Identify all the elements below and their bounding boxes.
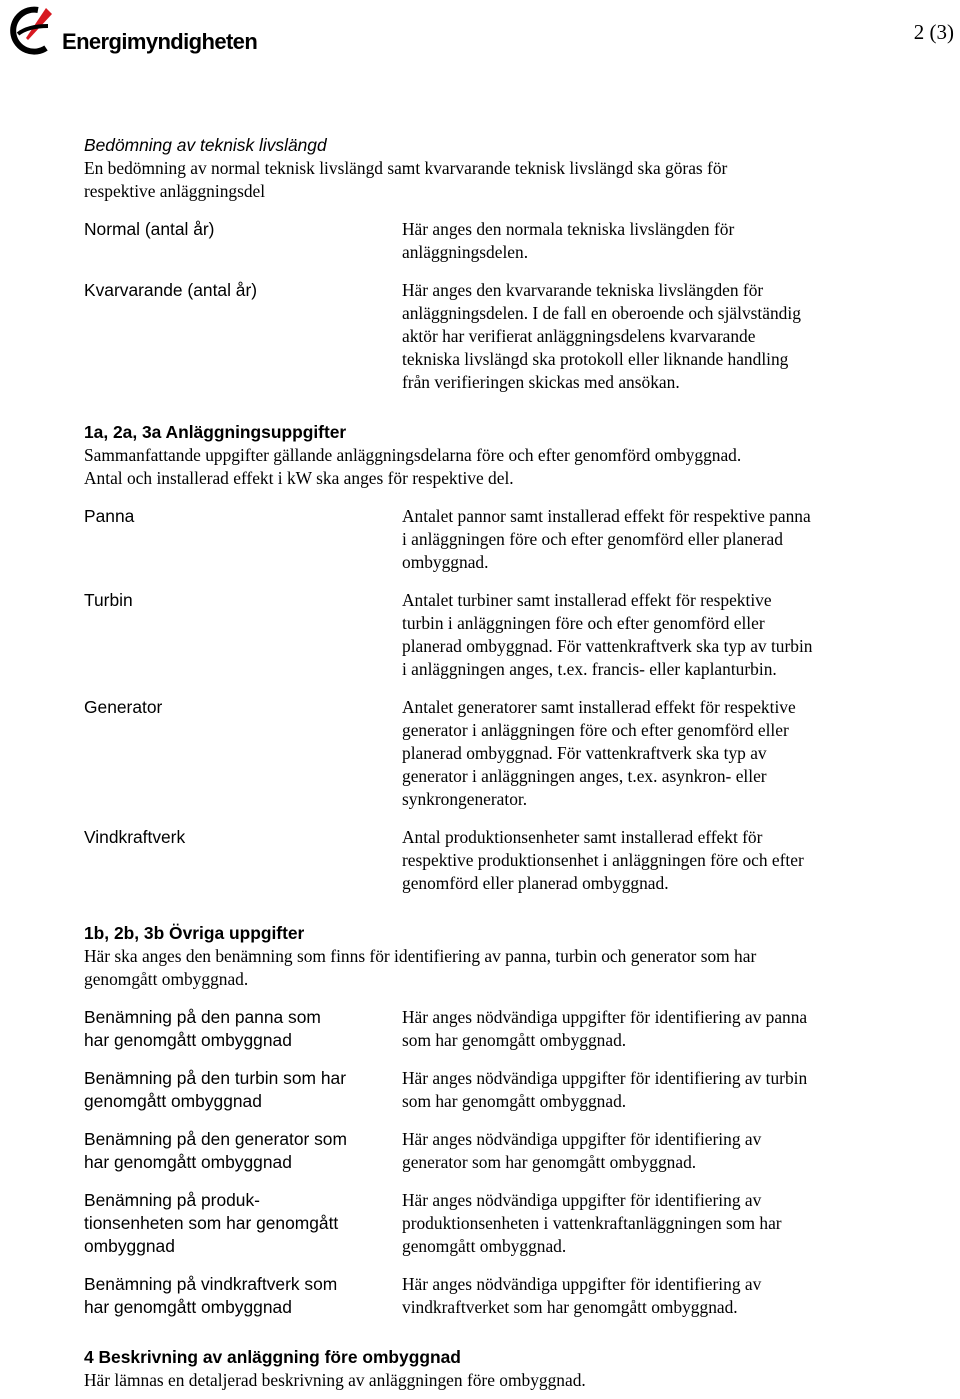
definition-term: Benämning på den panna som har genomgått ombyggnad	[84, 1007, 321, 1050]
definition-term: Benämning på vindkraftverk som har genomgått ombyggnad	[84, 1274, 338, 1317]
section-intro-line: genomgått ombyggnad.	[84, 969, 249, 989]
section-intro-line: Antal och installerad effekt i kW ska anges för respektive del.	[84, 468, 514, 488]
section-intro-line: respektive anläggningsdel	[84, 181, 266, 201]
definition-row	[84, 505, 944, 574]
definition-term: Kvarvarande (antal år)	[84, 280, 258, 300]
energimyndigheten-logo-icon	[6, 4, 62, 58]
definition-row	[84, 1273, 944, 1319]
definition-row	[84, 1128, 944, 1174]
definition-desc: Här anges nödvändiga uppgifter för identifiering av vindkraftverket som har genomgått ombyggnad.	[402, 1274, 762, 1317]
section-intro-line: Här lämnas en detaljerad beskrivning av anläggningen före ombyggnad.	[84, 1370, 586, 1390]
section-heading-4: 4 Beskrivning av anläggning före ombyggnad	[84, 1347, 461, 1367]
definition-row	[84, 218, 944, 264]
definition-row	[84, 1189, 944, 1258]
definition-desc: Här anges nödvändiga uppgifter för identifiering av produktionsenheten i vattenkraftanläggningen som har genomgått ombyggnad.	[402, 1190, 782, 1256]
definition-term: Benämning på den generator som har genomgått ombyggnad	[84, 1129, 347, 1172]
definition-desc: Antalet pannor samt installerad effekt för respektive panna i anläggningen före och efter genomförd eller planerad ombyggnad.	[402, 506, 811, 572]
page-number: 2 (3)	[913, 20, 954, 44]
section-intro-line: Sammanfattande uppgifter gällande anläggningsdelarna före och efter genomförd ombyggnad.	[84, 445, 742, 465]
definition-term: Vindkraftverk	[84, 827, 186, 847]
definition-desc: Här anges nödvändiga uppgifter för identifiering av panna som har genomgått ombyggnad.	[402, 1007, 808, 1050]
definition-row	[84, 1006, 944, 1052]
section-intro-line: Här ska anges den benämning som finns för identifiering av panna, turbin och generator som har	[84, 946, 757, 966]
definition-term: Normal (antal år)	[84, 219, 215, 239]
definition-term: Benämning på produk- tionsenheten som har genomgått ombyggnad	[84, 1190, 339, 1256]
definition-term: Turbin	[84, 590, 133, 610]
definition-desc: Här anges den kvarvarande tekniska livslängden för anläggningsdelen. I de fall en oberoende och självständig aktör har verifierat anläggningsdelens kvarvarande tekniska livslängd ska protokoll eller liknande handling från verifieringen skickas med ansökan.	[402, 280, 801, 392]
definition-desc: Antal produktionsenheter samt installerad effekt för respektive produktionsenhet i anläggningen före och efter genomförd eller planerad ombyggnad.	[402, 827, 804, 893]
section-intro-line: En bedömning av normal teknisk livslängd samt kvarvarande teknisk livslängd ska göras för	[84, 158, 728, 178]
definition-row	[84, 279, 944, 394]
logo-wordmark: Energimyndigheten	[62, 29, 258, 54]
section-heading-1b: 1b, 2b, 3b Övriga uppgifter	[84, 923, 305, 943]
definition-desc: Här anges nödvändiga uppgifter för identifiering av turbin som har genomgått ombyggnad.	[402, 1068, 808, 1111]
definition-desc: Här anges den normala tekniska livslängden för anläggningsdelen.	[402, 219, 735, 262]
section-title-life: Bedömning av teknisk livslängd	[84, 135, 327, 155]
definition-row	[84, 1067, 944, 1113]
definition-desc: Antalet generatorer samt installerad effekt för respektive generator i anläggningen före och efter genomförd eller planerad ombyggnad. För vattenkraftverk ska typ av generator i anläggningen anges, t.ex. asynkron- eller synkrongenerator.	[402, 697, 796, 809]
definition-row	[84, 826, 944, 895]
definition-desc: Här anges nödvändiga uppgifter för identifiering av generator som har genomgått ombyggnad.	[402, 1129, 762, 1172]
definition-term: Generator	[84, 697, 163, 717]
definition-term: Benämning på den turbin som har genomgått ombyggnad	[84, 1068, 346, 1111]
definition-row	[84, 589, 944, 681]
definition-term: Panna	[84, 506, 135, 526]
definition-row	[84, 696, 944, 811]
document-body	[84, 134, 944, 1392]
section-heading-1a: 1a, 2a, 3a Anläggningsuppgifter	[84, 422, 347, 442]
definition-desc: Antalet turbiner samt installerad effekt för respektive turbin i anläggningen före och efter genomförd eller planerad ombyggnad. För vattenkraftverk ska typ av turbin i anläggningen anges, t.ex. francis- eller kaplanturbin.	[402, 590, 813, 679]
header-logo	[6, 4, 256, 58]
